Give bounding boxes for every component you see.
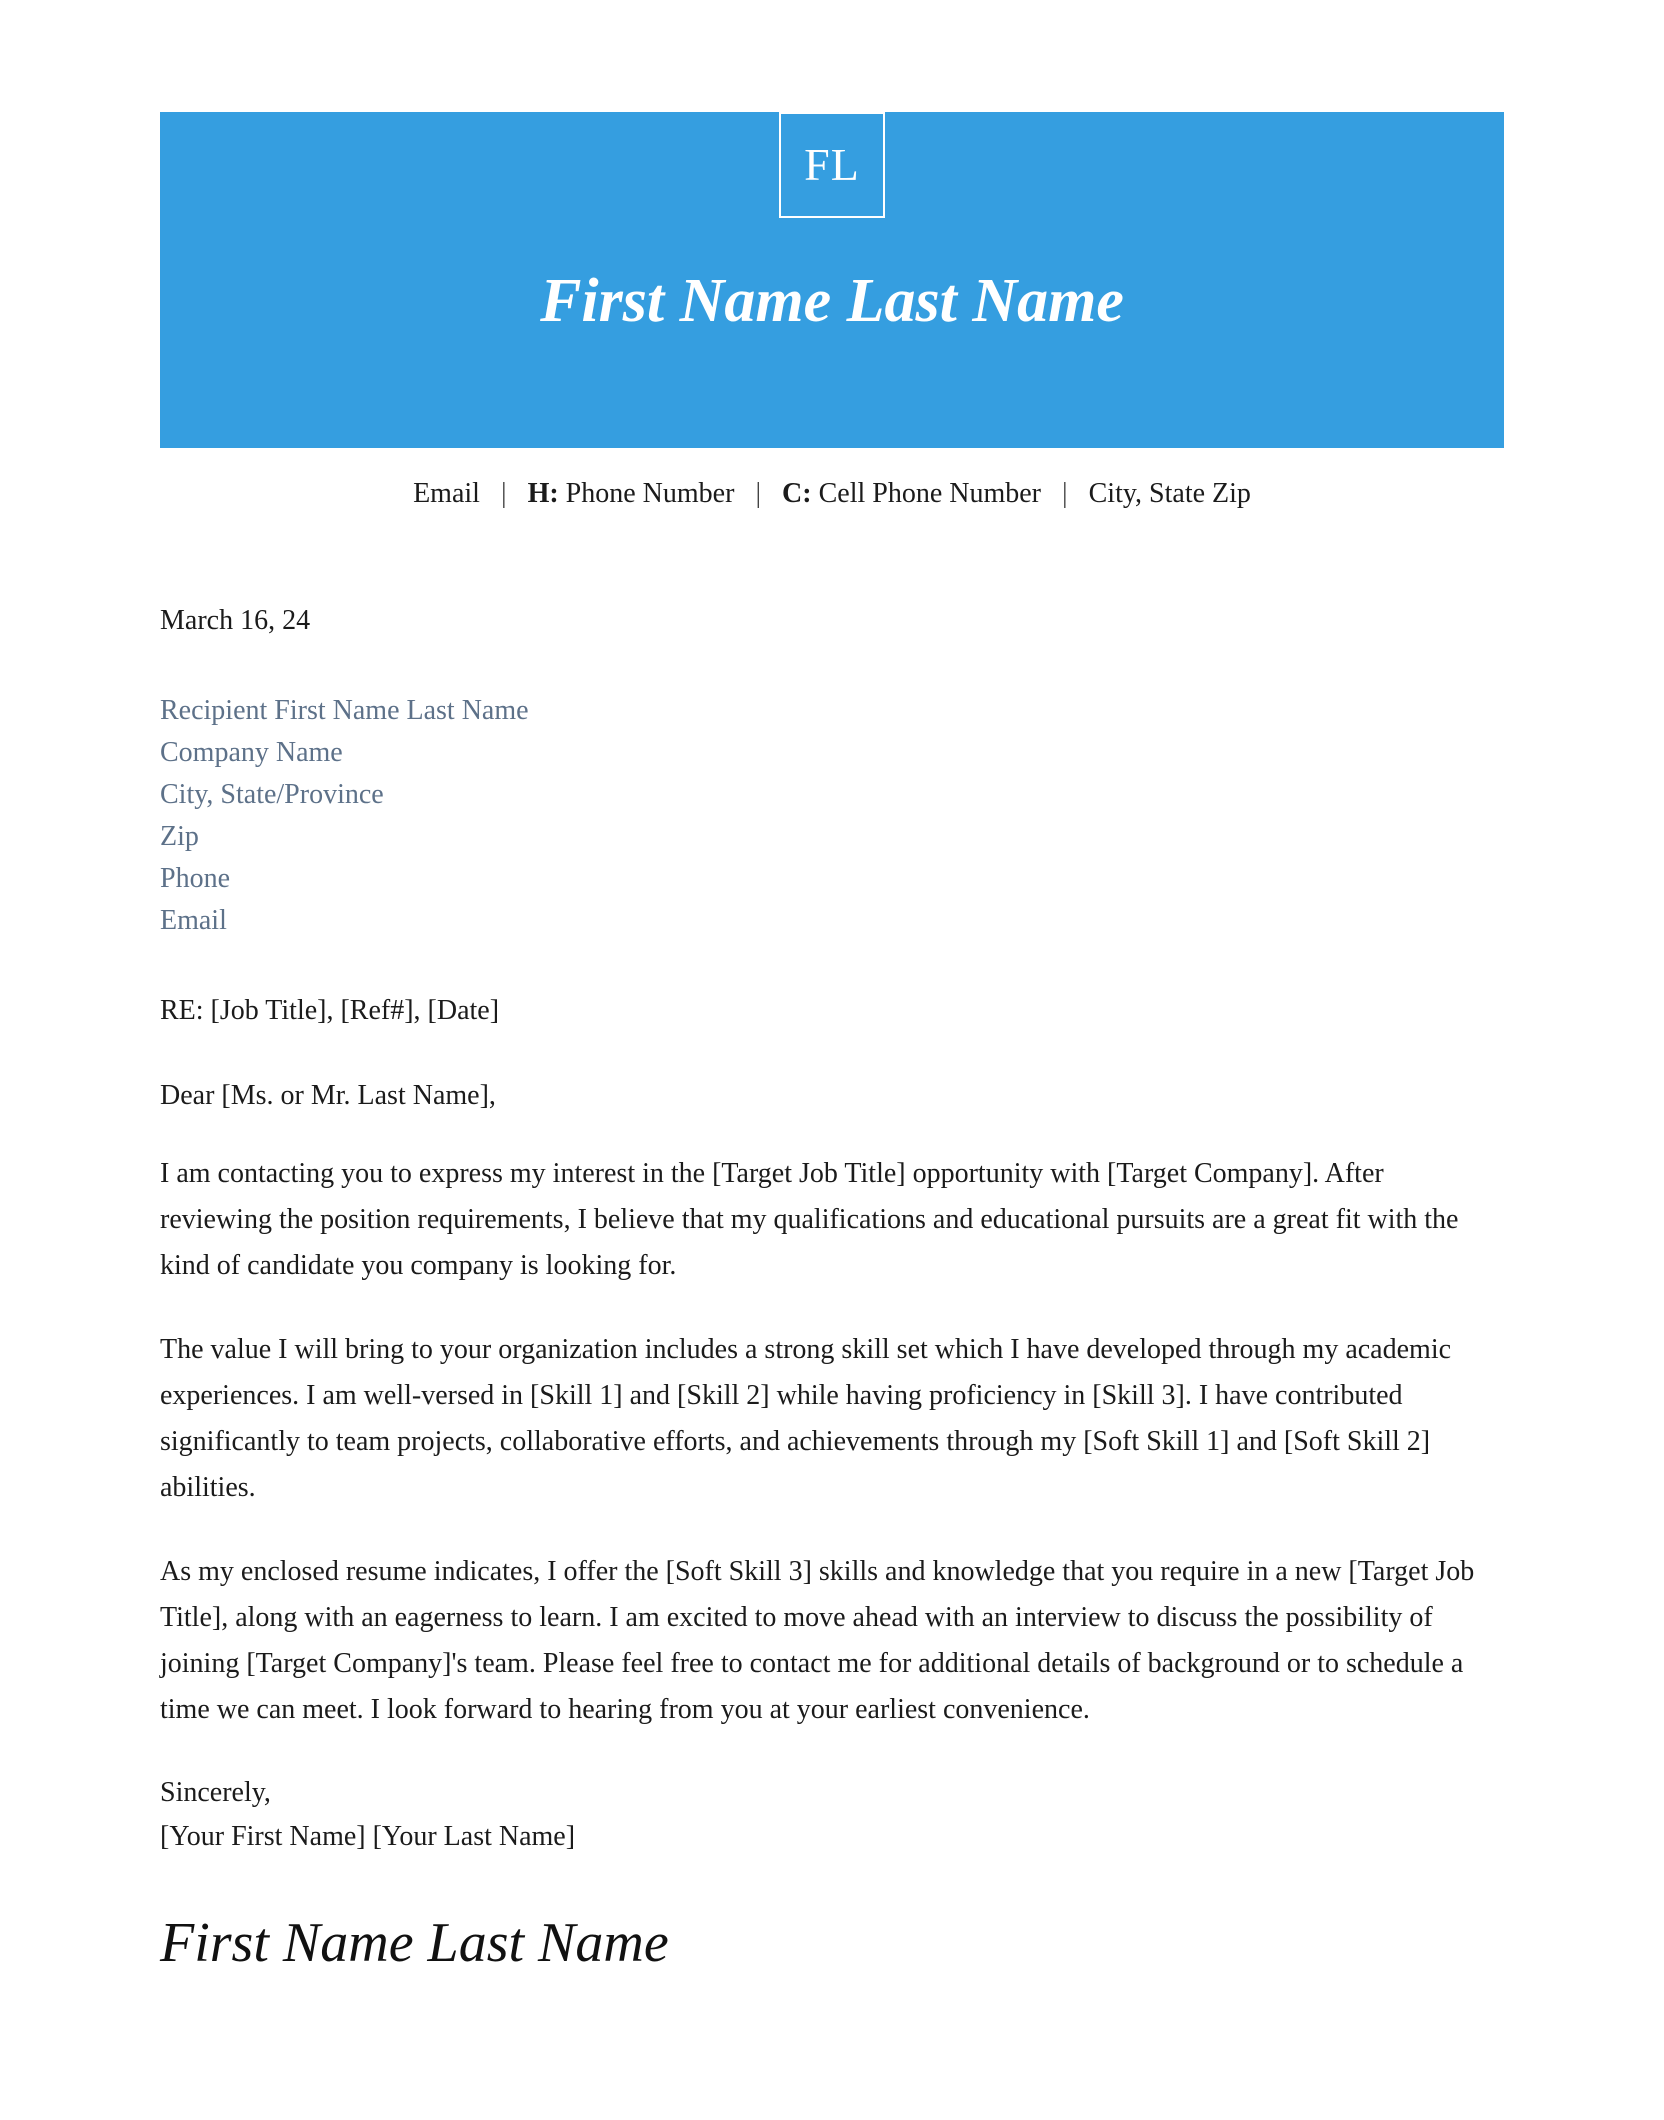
body-paragraph-3: As my enclosed resume indicates, I offer the [Soft Skill 3] skills and knowledge that you require in a new [Target Job Title], along with an eagerness to learn. I am excited to move ahead with an interview to discuss the possibility of joining [Target Company]'s team. Please feel free to contact me for additional details of background or to schedule a time we can meet. I look forward to hearing from you at your earliest convenience.	[160, 1555, 1475, 1725]
contact-separator: |	[1062, 478, 1068, 509]
recipient-name-line: Recipient First Name Last Name	[160, 694, 529, 726]
recipient-company-line: Company Name	[160, 736, 343, 768]
contact-separator: |	[500, 478, 507, 509]
closing-line: Sincerely,	[160, 1776, 271, 1808]
recipient-city-line: City, State/Province	[160, 778, 384, 810]
letterhead-banner	[160, 112, 1504, 448]
handwritten-signature: First Name Last Name	[160, 1911, 669, 1974]
letter-date: March 16, 24	[160, 605, 311, 636]
recipient-email-line: Email	[160, 904, 227, 936]
typed-signature-name: [Your First Name] [Your Last Name]	[160, 1820, 576, 1852]
body-paragraph-1: I am contacting you to express my interest in the [Target Job Title] opportunity with [Target Company]. After reviewing the position requirements, I believe that my qualifications and educational pursuits are a great fit with the kind of candidate you company is looking for.	[160, 1157, 1459, 1281]
author-name-title: First Name Last Name	[540, 267, 1124, 335]
salutation-line: Dear [Ms. or Mr. Last Name],	[160, 1080, 496, 1112]
recipient-address-block	[160, 690, 1500, 942]
home-phone-value: Phone Number	[565, 478, 735, 509]
recipient-zip-line: Zip	[160, 820, 199, 852]
contact-info-line	[0, 478, 1664, 510]
letter-body	[160, 604, 1500, 1974]
cell-phone-value: Cell Phone Number	[818, 478, 1042, 509]
closing-block	[160, 1771, 1500, 1859]
monogram-box	[779, 112, 885, 218]
contact-separator: |	[755, 478, 762, 509]
cell-phone-label: C:	[782, 478, 812, 509]
contact-location: City, State Zip	[1088, 478, 1251, 509]
recipient-phone-line: Phone	[160, 862, 230, 894]
subject-re-line: RE: [Job Title], [Ref#], [Date]	[160, 994, 500, 1026]
home-phone-label: H:	[527, 478, 559, 509]
contact-email: Email	[413, 478, 480, 509]
body-paragraph-2: The value I will bring to your organization includes a strong skill set which I have developed through my academic experiences. I am well-versed in [Skill 1] and [Skill 2] while having proficiency in [Skill 3]. I have contributed significantly to team projects, collaborative efforts, and achievements through my [Soft Skill 1] and [Soft Skill 2] abilities.	[160, 1333, 1452, 1503]
monogram-initials: FL	[804, 139, 860, 190]
